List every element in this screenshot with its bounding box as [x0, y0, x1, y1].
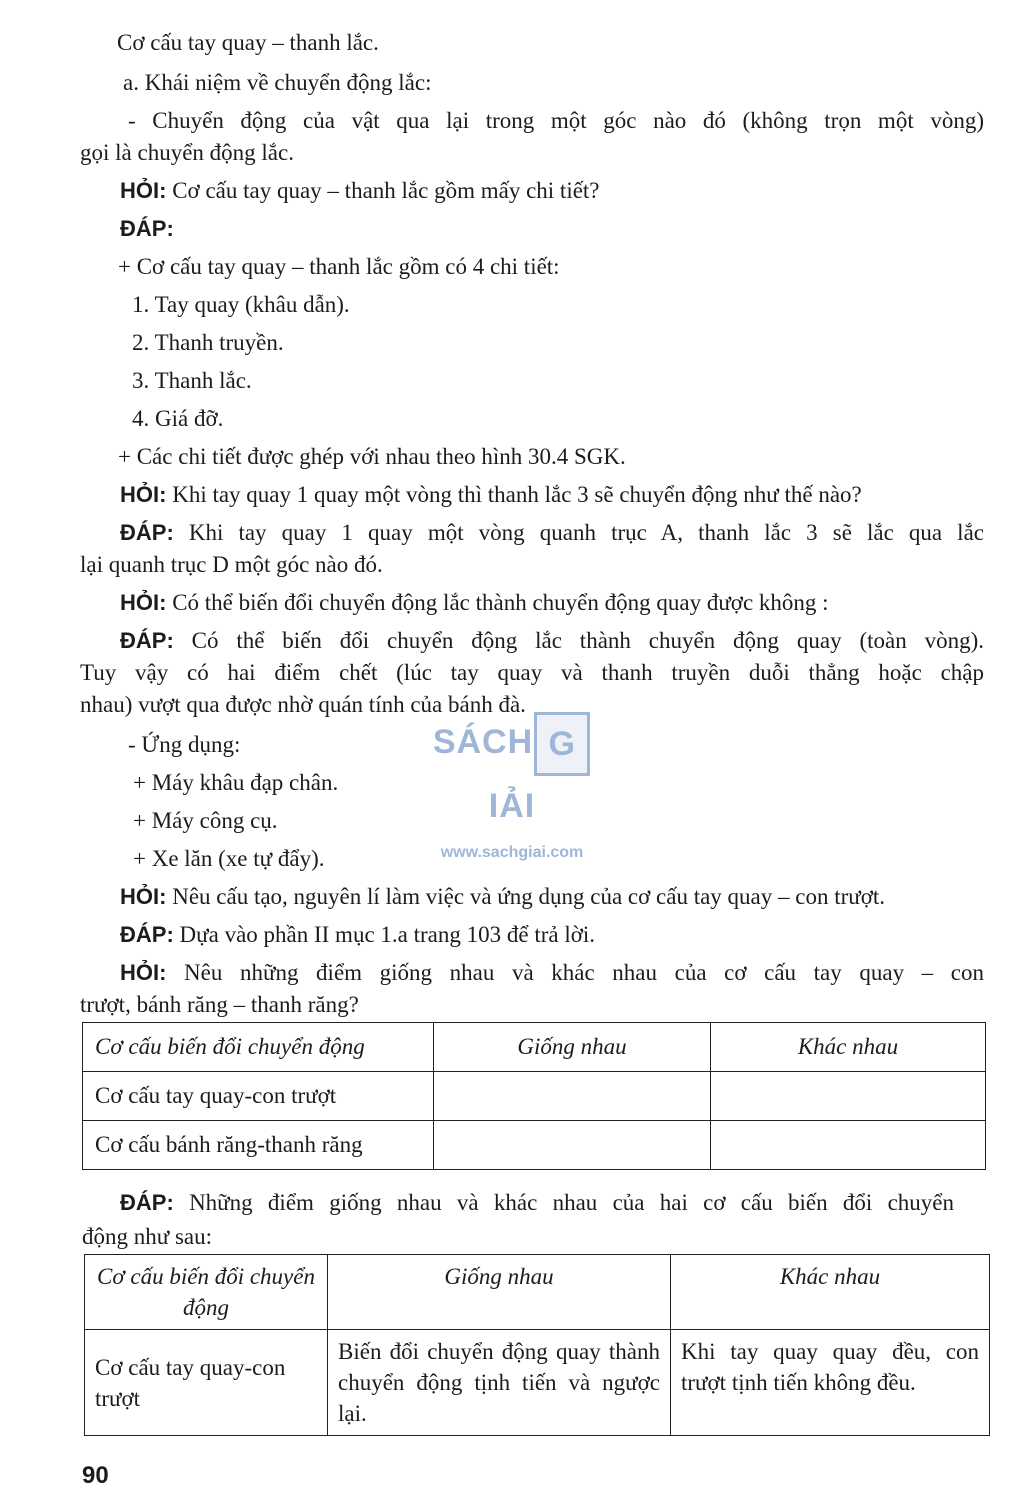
list-item: + Xe lăn (xe tự đẩy). [133, 846, 325, 871]
answer-text: Khi tay quay 1 quay một vòng quanh trục A, thanh lắc 3 sẽ lắc qua lắc [173, 520, 984, 545]
comparison-table-answer [84, 1254, 990, 1436]
table-header: Khác nhau [711, 1023, 986, 1072]
table-cell: Cơ cấu tay quay-con trượt [85, 1330, 328, 1436]
table-header: Giống nhau [434, 1023, 711, 1072]
table-cell [711, 1121, 986, 1170]
text-line: động như sau: [82, 1224, 213, 1249]
table-cell [711, 1072, 986, 1121]
text-line: nhau) vượt qua được nhờ quán tính của bánh đà. [80, 692, 526, 717]
table-row [83, 1121, 986, 1170]
answer-text: Dựa vào phần II mục 1.a trang 103 để trả lời. [173, 922, 596, 947]
watermark [412, 712, 612, 862]
question-label: HỎI: [120, 178, 167, 203]
question-text: Khi tay quay 1 quay một vòng thì thanh lắc 3 sẽ chuyển động như thế nào? [166, 482, 862, 507]
question-1 [120, 176, 600, 206]
watermark-box: G [534, 712, 590, 776]
answer-5 [120, 1188, 954, 1218]
table-cell: Khi tay quay quay đều, con trượt tịnh tiến không đều. [671, 1330, 990, 1436]
question-label: HỎI: [120, 590, 167, 615]
list-item: + Máy công cụ. [133, 808, 278, 833]
table-header: Cơ cấu biến đổi chuyển động [83, 1023, 434, 1072]
page-number: 90 [82, 1462, 109, 1489]
table-cell [434, 1121, 711, 1170]
table-header: Khác nhau [671, 1255, 990, 1330]
answer-3 [120, 626, 984, 656]
question-label: HỎI: [120, 482, 167, 507]
question-5 [120, 958, 984, 988]
question-text: Cơ cấu tay quay – thanh lắc gồm mấy chi tiết? [166, 178, 600, 203]
question-text: Có thể biến đổi chuyển động lắc thành chuyển động quay được không : [166, 590, 829, 615]
watermark-text: IẢI [488, 787, 536, 826]
list-item: 3. Thanh lắc. [132, 368, 252, 393]
answer-label: ĐÁP: [120, 1190, 174, 1215]
answer-4 [120, 920, 595, 950]
answer-text: Những điểm giống nhau và khác nhau của hai cơ cấu biến đổi chuyển [173, 1190, 954, 1215]
text-line: + Cơ cấu tay quay – thanh lắc gồm có 4 chi tiết: [118, 254, 560, 279]
question-label: HỎI: [120, 884, 167, 909]
question-text: Nêu những điểm giống nhau và khác nhau của cơ cấu tay quay – con [166, 960, 984, 985]
answer-label: ĐÁP: [120, 520, 174, 545]
list-item: 2. Thanh truyền. [132, 330, 284, 355]
text-line: + Các chi tiết được ghép với nhau theo hình 30.4 SGK. [118, 444, 626, 469]
question-label: HỎI: [120, 960, 167, 985]
answer-label: ĐÁP: [120, 628, 174, 653]
text-line: lại quanh trục D một góc nào đó. [80, 552, 383, 577]
table-cell: Cơ cấu bánh răng-thanh răng [83, 1121, 434, 1170]
section-heading: a. Khái niệm về chuyển động lắc: [123, 70, 432, 95]
table-cell [434, 1072, 711, 1121]
answer-text: Có thể biến đổi chuyển động lắc thành chuyển động quay (toàn vòng). [173, 628, 984, 653]
text-line: trượt, bánh răng – thanh răng? [80, 992, 359, 1017]
question-4 [120, 882, 885, 912]
question-text: Nêu cấu tạo, nguyên lí làm việc và ứng dụng của cơ cấu tay quay – con trượt. [166, 884, 886, 909]
watermark-logo [412, 712, 612, 836]
text-line: Cơ cấu tay quay – thanh lắc. [117, 30, 379, 55]
watermark-url: www.sachgiai.com [440, 844, 584, 862]
table-header: Giống nhau [328, 1255, 671, 1330]
answer-label: ĐÁP: [120, 922, 174, 947]
comparison-table-empty [82, 1022, 986, 1170]
text-line: Tuy vậy có hai điểm chết (lúc tay quay và thanh truyền duỗi thẳng hoặc chập [80, 660, 984, 685]
table-cell: Biến đổi chuyển động quay thành chuyển động tịnh tiến và ngược lại. [328, 1330, 671, 1436]
answer-2 [120, 518, 984, 548]
text-line: - Ứng dụng: [128, 732, 241, 757]
table-row [83, 1072, 986, 1121]
text-line: gọi là chuyển động lắc. [80, 140, 294, 165]
answer-label: ĐÁP: [120, 216, 174, 241]
list-item: + Máy khâu đạp chân. [133, 770, 339, 795]
watermark-text: SÁCH [432, 723, 534, 761]
list-item: 1. Tay quay (khâu dẫn). [132, 292, 350, 317]
table-header: Cơ cấu biến đổi chuyển động [85, 1255, 328, 1330]
table-row [85, 1330, 990, 1436]
question-3 [120, 588, 829, 618]
list-item: 4. Giá đỡ. [132, 406, 224, 431]
table-cell: Cơ cấu tay quay-con trượt [83, 1072, 434, 1121]
question-2 [120, 480, 862, 510]
text-line: - Chuyển động của vật qua lại trong một góc nào đó (không trọn một vòng) [128, 108, 984, 133]
answer-1 [120, 214, 174, 244]
